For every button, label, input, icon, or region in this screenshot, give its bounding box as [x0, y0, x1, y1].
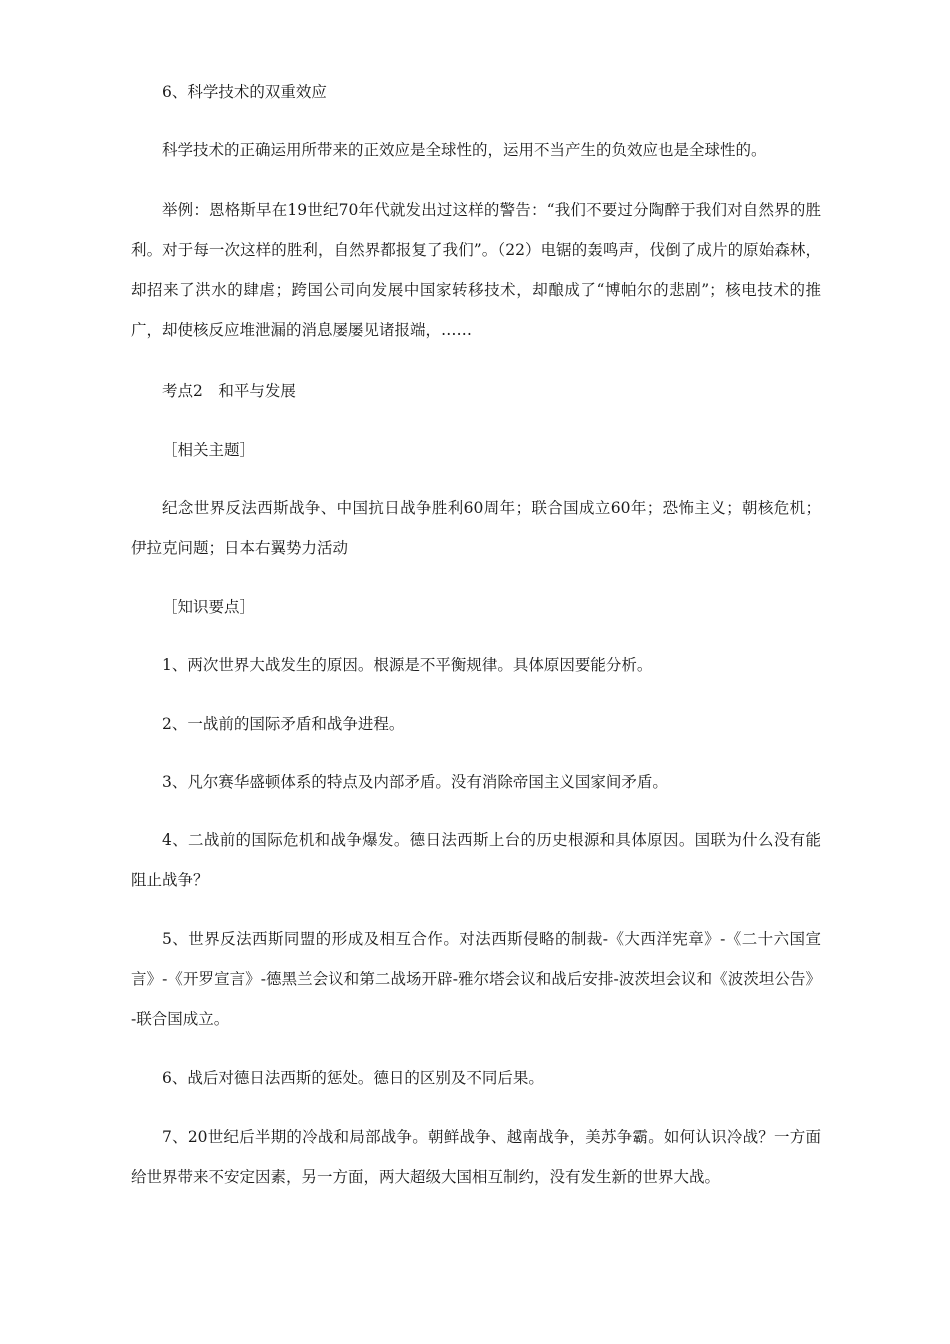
- list-item-3: 3、凡尔赛华盛顿体系的特点及内部矛盾。没有消除帝国主义国家间矛盾。: [162, 773, 668, 791]
- list-item-5: 5、世界反法西斯同盟的形成及相互合作。对法西斯侵略的制裁-《大西洋宪章》-《二十六国宣言》-《开罗宣言》-德黑兰会议和第二战场开辟-雅尔塔会议和战后安排-波茨坦会议和《波茨坦公告》-联合国成立。: [131, 930, 821, 1028]
- list-item-4: 4、二战前的国际危机和战争爆发。德日法西斯上台的历史根源和具体原因。国联为什么没有能阻止战争？: [131, 831, 821, 889]
- paragraph-positive-negative-effect: 科学技术的正确运用所带来的正效应是全球性的，运用不当产生的负效应也是全球性的。: [162, 141, 767, 159]
- list-item-7: 7、20世纪后半期的冷战和局部战争。朝鲜战争、越南战争，美苏争霸。如何认识冷战？一方面给世界带来不安定因素，另一方面，两大超级大国相互制约，没有发生新的世界大战。: [131, 1128, 821, 1186]
- paragraph-engels-example: 举例：恩格斯早在19世纪70年代就发出过这样的警告：“我们不要过分陶醉于我们对自然界的胜利。对于每一次这样的胜利，自然界都报复了我们”。（22）电锯的轰鸣声，伐倒了成片的原始森林，却招来了洪水的肆虐；跨国公司向发展中国家转移技术，却酿成了“博帕尔的悲剧”；核电技术的推广，却使核反应堆泄漏的消息屡屡见诸报端，……: [131, 201, 821, 339]
- heading-knowledge-points: ［知识要点］: [162, 598, 256, 616]
- heading-science-dual-effect: 6、科学技术的双重效应: [162, 83, 327, 101]
- list-item-6: 6、战后对德日法西斯的惩处。德日的区别及不同后果。: [162, 1069, 544, 1087]
- list-item-2: 2、一战前的国际矛盾和战争进程。: [162, 715, 405, 733]
- list-item-1: 1、两次世界大战发生的原因。根源是不平衡规律。具体原因要能分析。: [162, 656, 653, 674]
- heading-related-topics: ［相关主题］: [162, 441, 256, 459]
- heading-exam-point-2: 考点2 和平与发展: [162, 382, 296, 400]
- paragraph-related-topics: 纪念世界反法西斯战争、中国抗日战争胜利60周年；联合国成立60年；恐怖主义；朝核危机；伊拉克问题；日本右翼势力活动: [131, 499, 821, 557]
